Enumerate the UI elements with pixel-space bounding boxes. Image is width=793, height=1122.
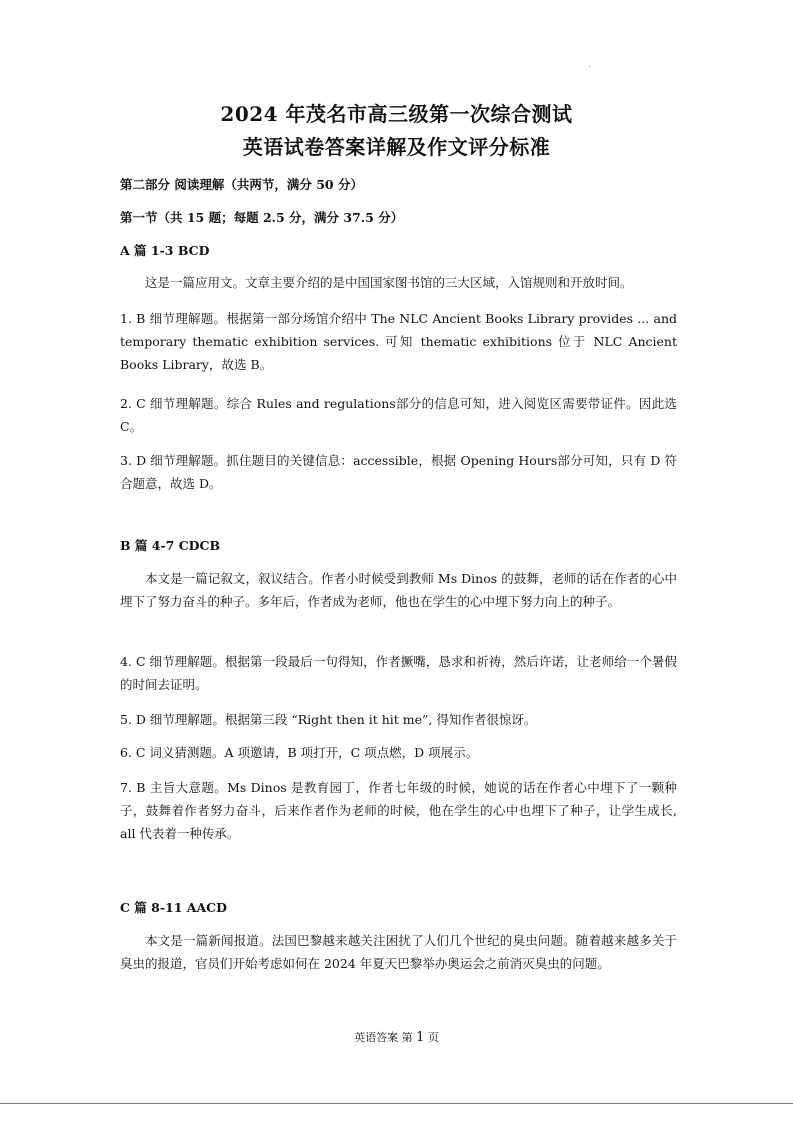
passage-b-answer-4: 4. C 细节理解题。根据第一段最后一句得知，作者撅嘴，恳求和祈祷，然后许诺，让老师给一个暑假的时间去证明。 — [120, 654, 677, 692]
passage-b-heading: B 篇 4-7 CDCB — [120, 538, 221, 553]
passage-b-answer-5: 5. D 细节理解题。根据第三段 “Right then it hit me”, 得知作者很惊讶。 — [120, 712, 537, 727]
passage-c-summary: 本文是一篇新闻报道。法国巴黎越来越关注困扰了人们几个世纪的臭虫问题。随着越来越多关于臭虫的报道，官员们开始考虑如何在 2024 年夏天巴黎举办奥运会之前消灭臭虫的问题。 — [120, 933, 677, 971]
passage-c-heading: C 篇 8-11 AACD — [120, 900, 227, 915]
document-title: 2024 年茂名市高三级第一次综合测试 — [220, 102, 573, 126]
part2-heading: 第二部分 阅读理解（共两节，满分 50 分） — [120, 177, 363, 192]
passage-b-answer-6: 6. C 词义猜测题。A 项邀请，B 项打开，C 项点燃，D 项展示。 — [120, 745, 479, 760]
passage-a-answer-3: 3. D 细节理解题。抓住题目的关键信息：accessible，根据 Opening Hours部分可知，只有 D 符合题意，故选 D。 — [120, 453, 677, 491]
document-subtitle: 英语试卷答案详解及作文评分标准 — [242, 135, 551, 159]
passage-a-heading: A 篇 1-3 BCD — [120, 243, 210, 258]
footer-prefix: 英语答案 第 — [354, 1031, 417, 1044]
passage-a-answer-2: 2. C 细节理解题。综合 Rules and regulations部分的信息可知，进入阅览区需要带证件。因此选 C。 — [120, 396, 677, 434]
passage-a-answer-1: 1. B 细节理解题。根据第一部分场馆介绍中 The NLC Ancient Books Library provides ... and temporary thematic exhibition services. 可知 thematic exhibitions 位于 NLC Ancient Books Library，故选 B。 — [120, 311, 677, 372]
footer-suffix: 页 — [424, 1031, 439, 1044]
passage-a-summary: 这是一篇应用文。文章主要介绍的是中国国家图书馆的三大区域，入馆规则和开放时间。 — [145, 275, 633, 290]
page-number: 1 — [416, 1030, 425, 1045]
passage-b-summary: 本文是一篇记叙文，叙议结合。作者小时候受到教师 Ms Dinos 的鼓舞，老师的话在作者的心中埋下了努力奋斗的种子。多年后，作者成为老师，他也在学生的心中埋下努力向上的种子。 — [120, 571, 677, 609]
section1-heading: 第一节（共 15 题；每题 2.5 分，满分 37.5 分） — [120, 210, 404, 225]
bottom-divider — [0, 1103, 793, 1104]
scan-speck — [589, 66, 590, 67]
passage-b-answer-7: 7. B 主旨大意题。Ms Dinos 是教育园丁，作者七年级的时候，她说的话在作者心中埋下了一颗种子，鼓舞着作者努力奋斗，后来作者作为老师的时候，他在学生的心中也埋下了种子，让学生成长, all 代表着一种传承。 — [120, 780, 677, 841]
page-footer — [0, 1029, 793, 1045]
